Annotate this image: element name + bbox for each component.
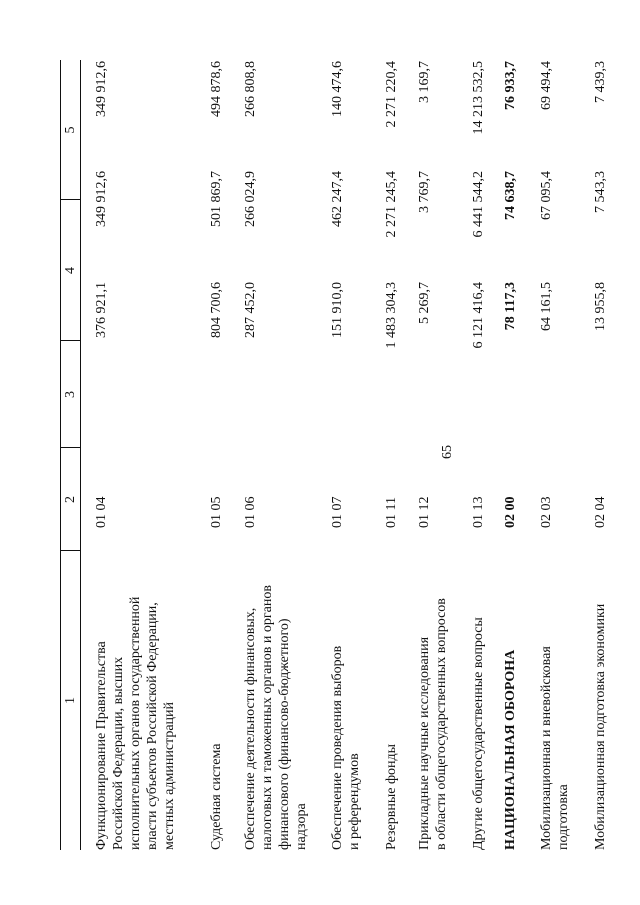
header-col-1: 1 <box>63 697 78 704</box>
row-value-col5: 3 169,7 <box>417 61 432 103</box>
row-value-col4: 2 271 245,4 <box>384 171 399 238</box>
row-value-col5: 266 808,8 <box>243 61 258 117</box>
page-number: 65 <box>440 445 455 459</box>
row-code: 01 13 <box>471 496 486 528</box>
row-value-col3: 64 161,5 <box>539 282 554 331</box>
row-value-col5: 2 271 220,4 <box>384 61 399 128</box>
row-value-col3: 151 910,0 <box>330 282 345 338</box>
row-code: 02 00 <box>503 496 518 528</box>
row-code: 01 11 <box>384 497 399 528</box>
row-value-col4: 7 543,3 <box>593 171 608 213</box>
row-value-col5: 140 474,6 <box>330 61 345 117</box>
row-label: НАЦИОНАЛЬНАЯ ОБОРОНА <box>503 649 518 850</box>
row-value-col4: 6 441 544,2 <box>471 171 486 238</box>
header-col-3: 3 <box>63 391 78 398</box>
row-value-col3: 376 921,1 <box>94 282 109 338</box>
row-value-col3: 804 700,6 <box>209 282 224 338</box>
row-value-col3: 6 121 416,4 <box>471 282 486 349</box>
row-label: Мобилизационная подготовка экономики <box>593 603 608 850</box>
row-value-col5: 7 439,3 <box>593 61 608 103</box>
row-value-col5: 494 878,6 <box>209 61 224 117</box>
row-code: 01 07 <box>330 496 345 528</box>
row-code: 02 04 <box>593 496 608 528</box>
row-value-col5: 69 494,4 <box>539 61 554 110</box>
row-label: Обеспечение деятельности финансовых, налоговых и таможенных органов и органов финансового (финансово-бюджетного) надзора <box>243 585 309 850</box>
row-value-col3: 287 452,0 <box>243 282 258 338</box>
row-value-col4: 266 024,9 <box>243 171 258 227</box>
row-label: Прикладные научные исследования в области общегосударственных вопросов <box>417 598 449 850</box>
row-value-col3: 13 955,8 <box>593 282 608 331</box>
header-bottom-border <box>80 60 81 850</box>
row-label: Судебная система <box>209 743 224 850</box>
row-label: Обеспечение проведения выборов и референдумов <box>330 645 362 850</box>
row-label: Другие общегосударственные вопросы <box>471 617 486 850</box>
row-code: 02 03 <box>539 496 554 528</box>
row-label: Резервные фонды <box>384 743 399 850</box>
row-code: 01 05 <box>209 496 224 528</box>
row-label: Функционирование Правительства Российской Федерации, высших исполнительных органов государственной власти субъектов Российской Федерации, местных администраций <box>94 596 177 850</box>
row-label: Мобилизационная и вневойсковая подготовка <box>539 646 571 850</box>
row-value-col4: 462 247,4 <box>330 171 345 227</box>
header-col-2: 2 <box>63 496 78 503</box>
row-value-col3: 1 483 304,3 <box>384 282 399 349</box>
row-value-col4: 349 912,6 <box>94 171 109 227</box>
row-value-col3: 78 117,3 <box>503 282 518 331</box>
row-value-col4: 3 769,7 <box>417 171 432 213</box>
row-value-col3: 5 269,7 <box>417 282 432 324</box>
row-code: 01 12 <box>417 496 432 528</box>
row-code: 01 04 <box>94 496 109 528</box>
row-value-col4: 67 095,4 <box>539 171 554 220</box>
row-value-col5: 349 912,6 <box>94 61 109 117</box>
budget-table <box>60 60 632 850</box>
row-value-col4: 501 869,7 <box>209 171 224 227</box>
row-value-col5: 14 213 532,5 <box>471 61 486 135</box>
header-col-4: 4 <box>63 267 78 274</box>
header-col-5: 5 <box>63 126 78 134</box>
row-value-col5: 76 933,7 <box>503 61 518 110</box>
row-code: 01 06 <box>243 496 258 528</box>
row-value-col4: 74 638,7 <box>503 171 518 220</box>
